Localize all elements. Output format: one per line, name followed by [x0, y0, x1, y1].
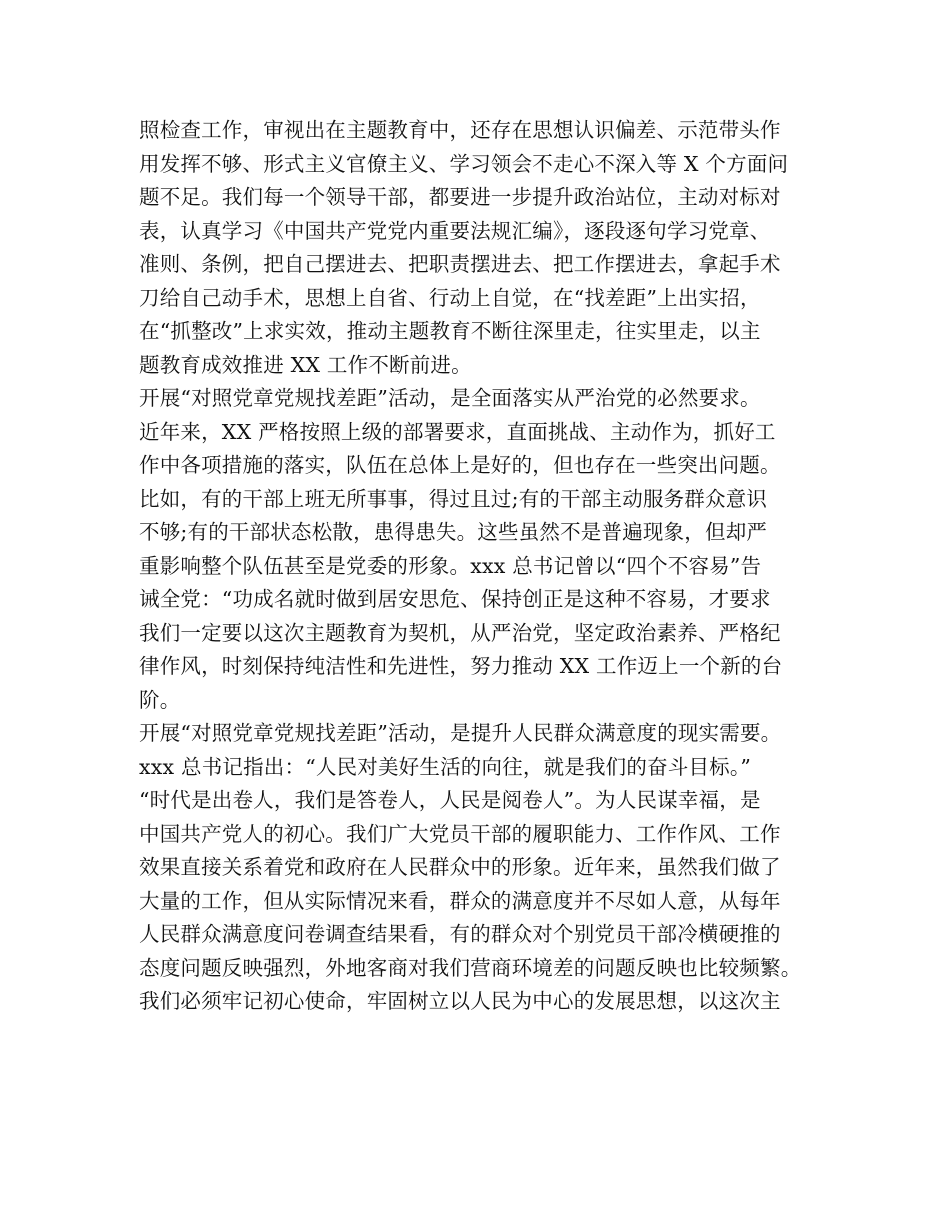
text-line: 诫全党：“功成名就时做到居安思危、保持创正是这种不容易，才要求	[139, 587, 771, 611]
text-line: 重影响整个队伍甚至是党委的形象。xxx 总书记曾以“四个不容易”告	[139, 553, 762, 578]
text-line: 开展“对照党章党规找差距”活动，是提升人民群众满意度的现实需要。	[139, 721, 782, 745]
text-line: 近年来，XX 严格按照上级的部署要求，直面挑战、主动作为，抓好工	[139, 419, 776, 444]
text-line: 表，认真学习《中国共产党党内重要法规汇编》，逐段逐句学习党章、	[139, 218, 771, 243]
text-line: 开展“对照党章党规找差距”活动，是全面落实从严治党的必然要求。	[139, 386, 761, 410]
text-line: “时代是出卷人，我们是答卷人，人民是阅卷人”。为人民谋幸福，是	[139, 788, 761, 812]
text-line: 中国共产党人的初心。我们广大党员干部的履职能力、工作作风、工作	[139, 821, 781, 846]
text-line: 大量的工作，但从实际情况来看，群众的满意度并不尽如人意，从每年	[139, 888, 781, 913]
text-line: 用发挥不够、形式主义官僚主义、学习领会不走心不深入等 X 个方面问	[139, 151, 789, 176]
text-line: 人民群众满意度问卷调查结果看，有的群众对个别党员干部冷横硬推的	[139, 922, 781, 946]
text-line: 在“抓整改”上求实效，推动主题教育不断往深里走，往实里走，以主	[139, 319, 761, 343]
text-line: 准则、条例，把自己摆进去、把职责摆进去、把工作摆进去，拿起手术	[139, 252, 781, 276]
text-line: 态度问题反映强烈，外地客商对我们营商环境差的问题反映也比较频繁。	[139, 955, 802, 980]
text-line: 我们一定要以这次主题教育为契机，从严治党，坚定政治素养、严格纪	[139, 620, 781, 645]
text-line: 刀给自己动手术，思想上自省、行动上自觉，在“找差距”上出实招，	[139, 285, 761, 310]
text-line: 照检查工作，审视出在主题教育中，还存在思想认识偏差、示范带头作	[139, 118, 781, 142]
text-line: 我们必须牢记初心使命，牢固树立以人民为中心的发展思想，以这次主	[139, 989, 781, 1013]
text-line: 题不足。我们每一个领导干部，都要进一步提升政治站位，主动对标对	[139, 185, 781, 209]
text-line: 效果直接关系着党和政府在人民群众中的形象。近年来，虽然我们做了	[139, 855, 781, 879]
text-line: 比如，有的干部上班无所事事，得过且过;有的干部主动服务群众意识	[139, 486, 768, 511]
text-line: 律作风，时刻保持纯洁性和先进性，努力推动 XX 工作迈上一个新的台	[139, 654, 783, 678]
text-line: 题教育成效推进 XX 工作不断前进。	[139, 352, 472, 377]
text-line: 阶。	[139, 687, 181, 712]
text-line: 作中各项措施的落实，队伍在总体上是好的，但也存在一些突出问题。	[139, 453, 781, 477]
text-line: xxx 总书记指出：“人民对美好生活的向往，就是我们的奋斗目标。”	[139, 754, 752, 779]
body-text	[139, 114, 839, 1019]
text-line: 不够;有的干部状态松散，患得患失。这些虽然不是普遍现象，但却严	[139, 520, 768, 544]
